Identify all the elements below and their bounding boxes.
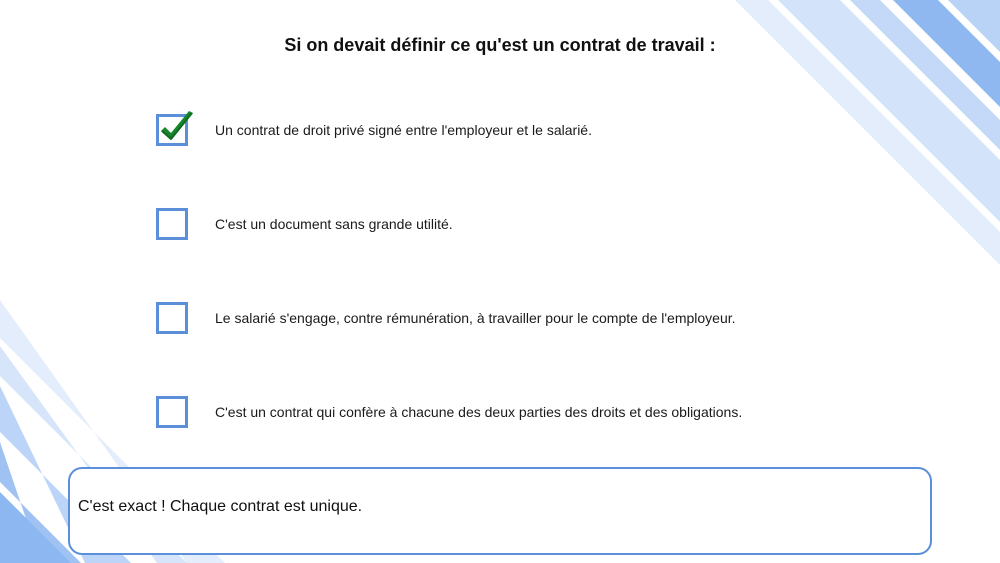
option-3[interactable] (156, 300, 736, 336)
option-2[interactable] (156, 206, 453, 242)
option-2-checkbox[interactable] (156, 208, 188, 240)
option-1-label: Un contrat de droit privé signé entre l'employeur et le salarié. (215, 122, 592, 138)
option-3-checkbox[interactable] (156, 302, 188, 334)
feedback-box (68, 467, 932, 555)
feedback-text: C'est exact ! Chaque contrat est unique. (78, 498, 363, 515)
question-title: Si on devait définir ce qu'est un contrat de travail : (284, 35, 716, 55)
option-2-label: C'est un document sans grande utilité. (215, 216, 453, 232)
option-4[interactable] (156, 394, 742, 430)
checkmark-icon (155, 107, 199, 151)
option-1[interactable] (156, 112, 592, 148)
option-3-label: Le salarié s'engage, contre rémunération, à travailler pour le compte de l'employeur. (215, 310, 736, 326)
option-4-checkbox[interactable] (156, 396, 188, 428)
option-1-checkbox[interactable] (156, 114, 188, 146)
option-4-label: C'est un contrat qui confère à chacune des deux parties des droits et des obligations. (215, 404, 743, 420)
